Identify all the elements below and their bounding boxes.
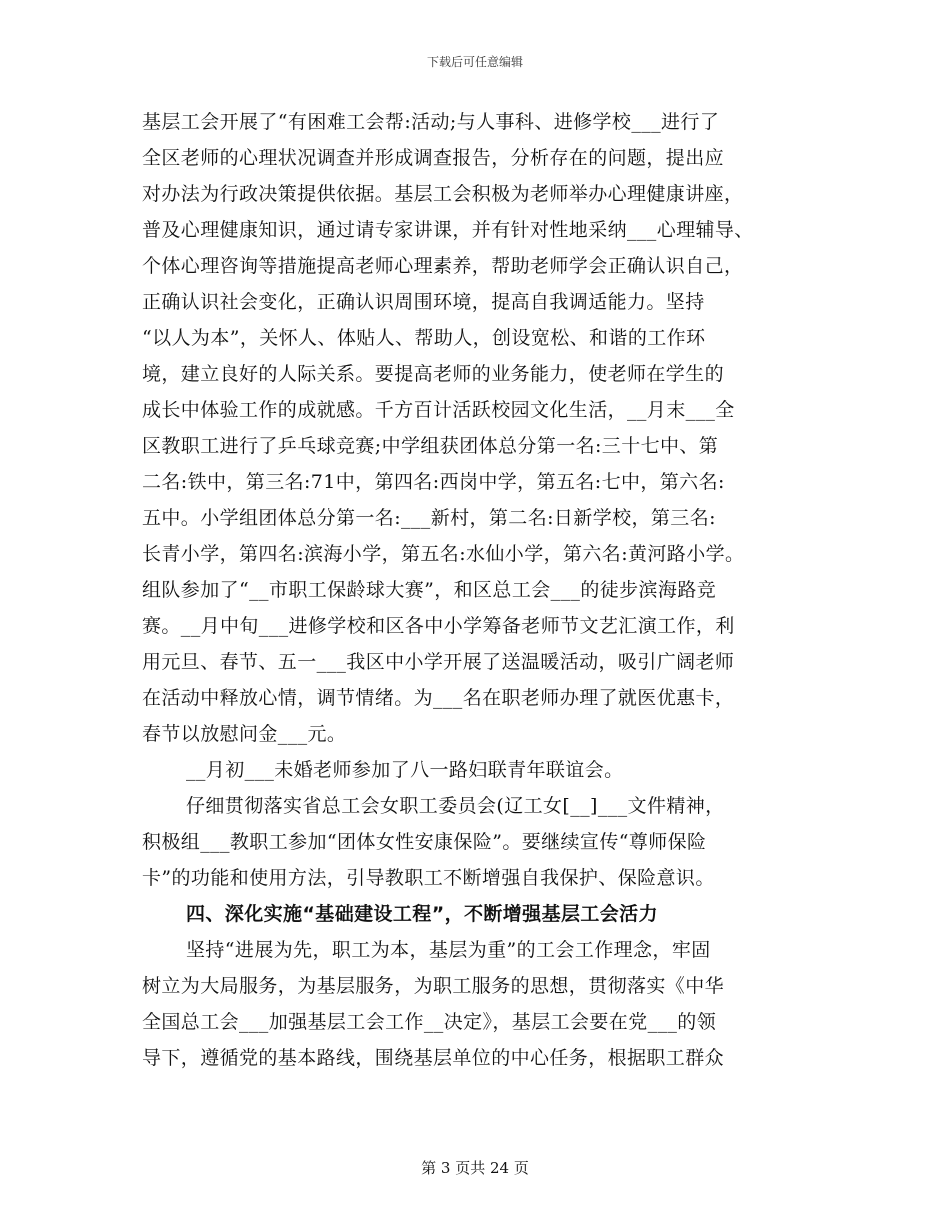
paragraph-first-line: 仔细贯彻落实省总工会女职工委员会(辽工女[__]___文件精神， (186, 795, 725, 817)
text-line: 积极组___教职工参加“团体女性安康保险”。要继续宣传“尊师保险 (142, 831, 707, 853)
page-footer: 第 3 页共 24 页 (421, 1159, 529, 1177)
text-line: 赛。__月中旬___进修学校和区各中小学筹备老师节文艺汇演工作，利 (142, 615, 735, 637)
page-header: 下载后可任意编辑 (426, 55, 523, 69)
text-line: 个体心理咨询等措施提高老师心理素养，帮助老师学会正确认识自己， (142, 255, 744, 277)
text-line: “以人为本”，关怀人、体贴人、帮助人，创设宽松、和谐的工作环 (142, 327, 706, 349)
text-line: 全区老师的心理状况调查并形成调查报告，分析存在的问题，提出应 (142, 147, 725, 169)
text-line: 春节以放慰问金___元。 (142, 723, 347, 745)
text-line: 成长中体验工作的成就感。千方百计活跃校园文化生活，__月末___全 (142, 399, 735, 421)
text-line: 用元旦、春节、五一___我区中小学开展了送温暖活动，吸引广阔老师 (142, 651, 735, 673)
document-body (142, 104, 822, 1076)
text-line: 基层工会开展了“有困难工会帮:活动;与人事科、进修学校___进行了 (142, 111, 720, 133)
text-line: 卡”的功能和使用方法，引导教职工不断增强自我保护、保险意识。 (142, 867, 715, 889)
paragraph-first-line: __月初___未婚老师参加了八一路妇联青年联谊会。 (186, 759, 624, 781)
text-line: 在活动中释放心情，调节情绪。为___名在职老师办理了就医优惠卡， (142, 687, 735, 709)
paragraph-first-line: 坚持“进展为先，职工为本，基层为重”的工会工作理念，牢固 (186, 939, 711, 961)
text-line: 五中。小学组团体总分第一名:___新村，第二名:日新学校，第三名: (142, 507, 716, 529)
text-line: 境，建立良好的人际关系。要提高老师的业务能力，使老师在学生的 (142, 363, 725, 385)
section-heading: 四、深化实施“基础建设工程”，不断增强基层工会活力 (186, 903, 658, 925)
text-line: 全国总工会___加强基层工会工作__决定》，基层工会要在党___的领 (142, 1011, 717, 1033)
text-line: 区教职工进行了乒乓球竞赛;中学组获团体总分第一名:三十七中、第 (142, 435, 719, 457)
text-line: 普及心理健康知识，通过请专家讲课，并有针对性地采纳___心理辅导、 (142, 219, 754, 241)
text-line: 正确认识社会变化，正确认识周围环境，提高自我调适能力。坚持 (142, 291, 705, 313)
text-line: 导下，遵循党的基本路线，围绕基层单位的中心任务，根据职工群众 (142, 1047, 725, 1069)
text-line: 组队参加了“__市职工保龄球大赛”，和区总工会___的徒步滨海路竞 (142, 579, 717, 601)
text-line: 树立为大局服务，为基层服务，为职工服务的思想，贯彻落实《中华 (142, 975, 725, 997)
text-line: 对办法为行政决策提供依据。基层工会积极为老师举办心理健康讲座， (142, 183, 744, 205)
text-line: 长青小学，第四名:滨海小学，第五名:水仙小学，第六名:黄河路小学。 (142, 543, 745, 565)
text-line: 二名:铁中，第三名:71中，第四名:西岗中学，第五名:七中，第六名: (142, 471, 725, 493)
